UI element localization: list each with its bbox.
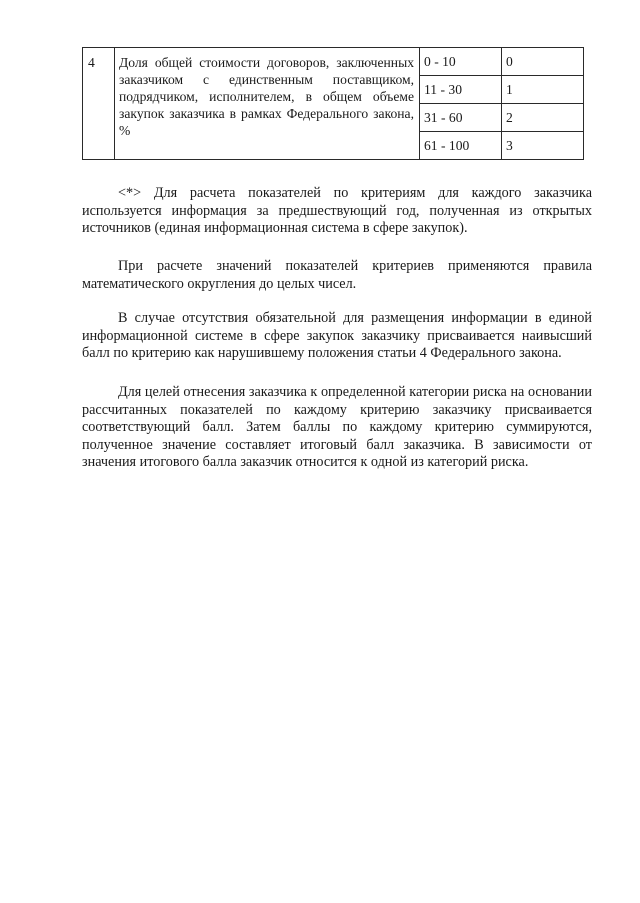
table-row	[83, 48, 584, 76]
footnote-paragraph: <*> Для расчета показателей по критериям для каждого заказчика используется информация за предшествующий год, полученная из открытых источников (единая информационная система в сфере закупок).	[82, 185, 592, 236]
row-number-cell: 4	[83, 48, 115, 160]
range-cell: 61 - 100	[420, 132, 502, 160]
risk-category-paragraph: Для целей отнесения заказчика к определенной категории риска на основании рассчитанных показателей по каждому критерию заказчику присваивается соответствующий балл. Затем баллы по каждому критерию суммируются, полученное значение составляет итоговый балл заказчика. В зависимости от значения итогового балла заказчик относится к одной из категорий риска.	[82, 384, 592, 470]
rounding-rule-paragraph: При расчете значений показателей критериев применяются правила математического округления до целых чисел.	[82, 258, 592, 292]
range-cell: 31 - 60	[420, 104, 502, 132]
missing-info-paragraph: В случае отсутствия обязательной для размещения информации в единой информационной системе в сфере закупок заказчику присваивается наивысший балл по критерию как нарушившему положения статьи 4 Федерального закона.	[82, 310, 592, 361]
range-cell: 0 - 10	[420, 48, 502, 76]
score-cell: 2	[502, 104, 584, 132]
score-cell: 1	[502, 76, 584, 104]
score-cell: 0	[502, 48, 584, 76]
criteria-table	[82, 47, 584, 160]
criterion-description-cell: Доля общей стоимости договоров, заключенных заказчиком с единственным поставщиком, подрядчиком, исполнителем, в общем объеме закупок заказчика в рамках Федерального закона, %	[115, 48, 420, 160]
score-cell: 3	[502, 132, 584, 160]
range-cell: 11 - 30	[420, 76, 502, 104]
